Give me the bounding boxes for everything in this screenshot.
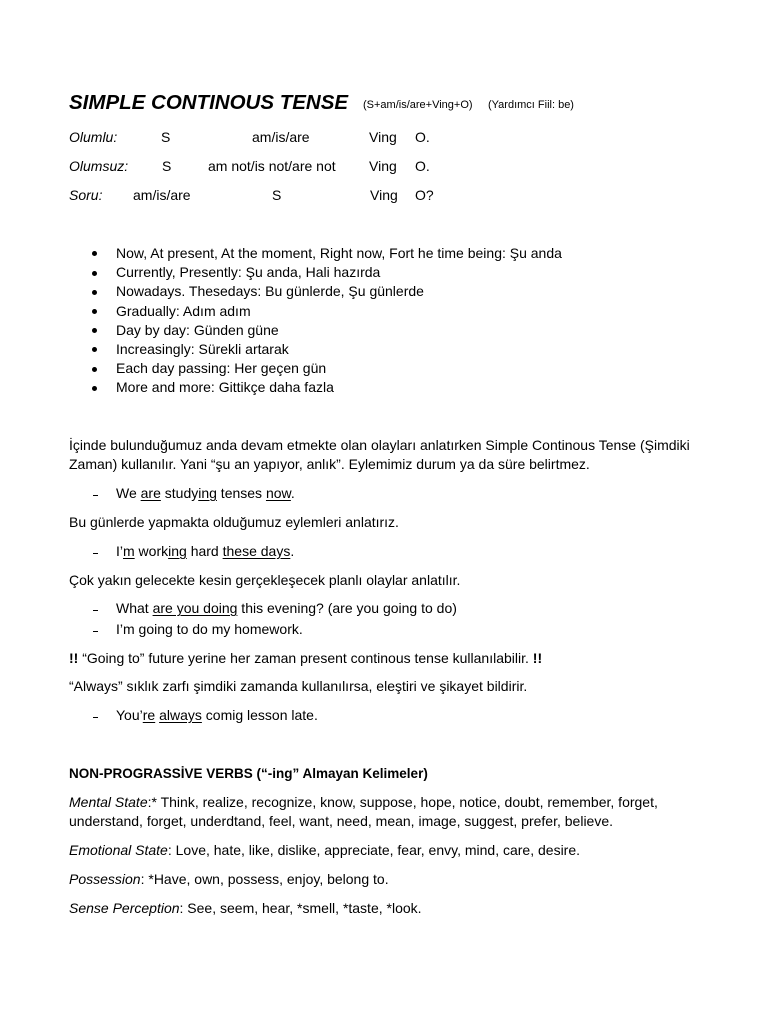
form-subject: S (272, 187, 282, 203)
time-expression-item: Currently, Presently: Şu anda, Hali hazırda (0, 263, 768, 282)
underlined-segment: are (140, 485, 161, 501)
form-auxiliary: am/is/are (133, 187, 191, 203)
time-expression-item: Now, At present, At the moment, Right now, Fort he time being: Şu anda (0, 244, 768, 263)
example-sentence (116, 620, 303, 639)
underlined-segment: ing (198, 485, 217, 501)
sentence-segment: this evening? (are you going to do) (237, 600, 457, 616)
sentence-segment: I’ (116, 543, 123, 559)
helper-verb-note: (Yardımcı Fiil: be) (488, 99, 574, 111)
form-object: O. (415, 129, 430, 145)
form-row-positive (0, 128, 768, 147)
category-verbs: : *Have, own, possess, enjoy, belong to. (140, 871, 389, 887)
page-title: SIMPLE CONTINOUS TENSE (69, 91, 349, 114)
verb-category (69, 841, 580, 860)
time-expression-item: Each day passing: Her geçen gün (0, 359, 768, 378)
category-label: Mental State (69, 794, 148, 810)
usage-paragraph: Çok yakın gelecekte kesin gerçekleşecek planlı olaylar anlatılır. (69, 572, 461, 588)
category-label: Sense Perception (69, 900, 180, 916)
usage-paragraph-line: İçinde bulunduğumuz anda devam etmekte olan olayları anlatırken Simple Continous Tense (Şimdiki (69, 437, 690, 453)
time-expression-item: Day by day: Günden güne (0, 321, 768, 340)
example-sentence (116, 599, 457, 618)
section-heading: NON-PROGRASSİVE VERBS (“-ing” Almayan Kelimeler) (69, 766, 428, 781)
category-verbs: :* Think, realize, recognize, know, suppose, hope, notice, doubt, remember, forget, (147, 794, 658, 810)
form-verb: Ving (369, 158, 397, 174)
verb-category (69, 870, 389, 889)
form-auxiliary: am/is/are (252, 129, 310, 145)
sentence-segment: You’ (116, 707, 143, 723)
form-row-negative (0, 157, 768, 176)
time-expression-item: Gradually: Adım adım (0, 302, 768, 321)
time-expression-item: Increasingly: Sürekli artarak (0, 340, 768, 359)
warning-mark: !! (532, 650, 543, 666)
underlined-segment: m (123, 543, 135, 559)
form-object: O. (415, 158, 430, 174)
verb-category (69, 899, 422, 918)
form-row-question (0, 186, 768, 205)
sentence-segment: I’m going to do my homework. (116, 621, 303, 637)
underlined-segment: always (159, 707, 202, 723)
form-verb: Ving (370, 187, 398, 203)
underlined-segment: now (265, 485, 291, 501)
sentence-segment: What (116, 600, 153, 616)
time-expression-item: Nowadays. Thesedays: Bu günlerde, Şu günlerde (0, 282, 768, 301)
form-verb: Ving (369, 129, 397, 145)
underlined-segment: re (142, 707, 156, 723)
category-verbs: : See, seem, hear, *smell, *taste, *look. (179, 900, 422, 916)
category-verbs-continued: understand, forget, underdtand, feel, want, need, mean, image, suggest, prefer, believe. (69, 813, 614, 829)
usage-paragraph-line: Zaman) kullanılır. Yani “şu an yapıyor, anlık”. Eylemimiz durum ya da süre belirtmez. (69, 456, 590, 472)
usage-paragraph: Bu günlerde yapmakta olduğumuz eylemleri anlatırız. (69, 514, 399, 530)
category-verbs: : Love, hate, like, dislike, appreciate, fear, envy, mind, care, desire. (167, 842, 581, 858)
verb-category (69, 793, 658, 812)
form-auxiliary: am not/is not/are not (208, 158, 336, 174)
time-expression-item: More and more: Gittikçe daha fazla (0, 378, 768, 397)
example-sentence (116, 542, 294, 561)
tense-formula: (S+am/is/are+Ving+O) (363, 99, 473, 111)
underlined-segment: these days (222, 543, 291, 559)
form-label: Olumlu: (69, 129, 118, 145)
category-label: Emotional State (69, 842, 168, 858)
going-to-note (69, 649, 542, 668)
category-label: Possession (69, 871, 141, 887)
underlined-segment: are you doing (152, 600, 238, 616)
note-text: “Going to” future yerine her zaman present continous tense kullanılabilir. (78, 650, 533, 666)
sentence-segment: work (134, 543, 169, 559)
form-label: Olumsuz: (69, 158, 129, 174)
sentence-segment: tenses (216, 485, 266, 501)
example-sentence (116, 484, 295, 503)
sentence-segment: We (116, 485, 141, 501)
form-subject: S (162, 158, 172, 174)
sentence-segment: . (290, 543, 295, 559)
form-label: Soru: (69, 187, 103, 203)
sentence-segment: hard (186, 543, 223, 559)
form-subject: S (161, 129, 171, 145)
warning-mark: !! (69, 650, 79, 666)
example-sentence (116, 706, 318, 725)
sentence-segment: comig lesson late. (201, 707, 318, 723)
sentence-segment: . (290, 485, 295, 501)
usage-paragraph: “Always” sıklık zarfı şimdiki zamanda kullanılırsa, eleştiri ve şikayet bildirir. (69, 678, 528, 694)
underlined-segment: ing (168, 543, 187, 559)
time-expressions-list (0, 244, 768, 398)
form-object: O? (415, 187, 434, 203)
sentence-segment: study (160, 485, 199, 501)
